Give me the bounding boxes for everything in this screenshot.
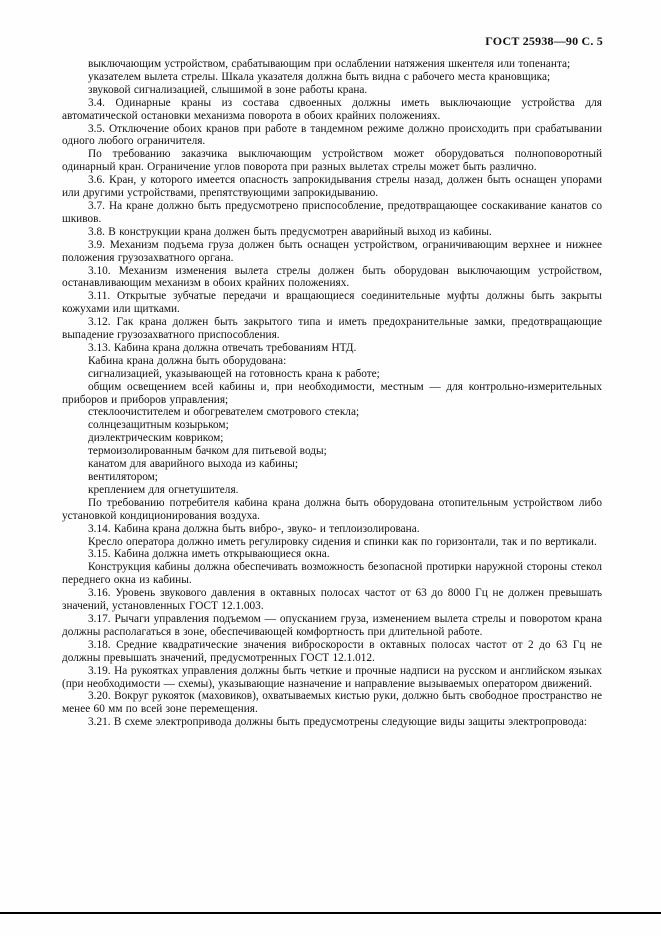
- paragraph: 3.15. Кабина должна иметь открывающиеся окна.: [88, 548, 330, 561]
- paragraph: стеклоочистителем и обогревателем смотрового стекла;: [88, 406, 360, 419]
- document-body: [62, 58, 602, 729]
- paragraph: сигнализацией, указывающей на готовность крана к работе;: [88, 367, 380, 380]
- paragraph: вентилятором;: [88, 471, 158, 483]
- paragraph: 3.12. Гак крана должен быть закрытого типа и иметь предохранительные замки, предотвращающие выпадение грузозахватного приспособления.: [62, 316, 602, 342]
- paragraph: указателем вылета стрелы. Шкала указателя должна быть видна с рабочего места крановщика;: [88, 70, 551, 83]
- paragraph: Кабина крана должна быть оборудована:: [88, 354, 287, 367]
- paragraph: 3.17. Рычаги управления подъемом — опусканием груза, изменением вылета стрелы и поворотом крана должны располагаться в зоне, обеспечивающей комфортность при длительной работе.: [62, 612, 602, 638]
- paragraph: 3.20. Вокруг рукояток (маховиков), охватываемых кистью руки, должно быть свободное пространство не менее 60 мм по всей зоне перемещения.: [62, 690, 602, 716]
- paragraph: 3.9. Механизм подъема груза должен быть оснащен устройством, ограничивающим верхнее и нижнее положения грузозахватного органа.: [62, 238, 602, 264]
- paragraph: 3.8. В конструкции крана должен быть предусмотрен аварийный выход из кабины.: [88, 225, 492, 238]
- page-header: [485, 34, 603, 49]
- paragraph: термоизолированным бачком для питьевой воды;: [88, 445, 327, 458]
- paragraph: канатом для аварийного выхода из кабины;: [88, 458, 298, 471]
- paragraph: звуковой сигнализацией, слышимой в зоне работы крана.: [88, 83, 368, 96]
- paragraph: 3.13. Кабина крана должна отвечать требованиям НТД.: [88, 341, 357, 354]
- doc-number-label: ГОСТ 25938—90 С. 5: [485, 34, 603, 48]
- paragraph: 3.7. На кране должно быть предусмотрено приспособление, предотвращающее соскакивание канатов со шкивов.: [62, 199, 602, 225]
- paragraph: Конструкция кабины должна обеспечивать возможность безопасной протирки наружной стороны стекол переднего окна из кабины.: [62, 561, 602, 587]
- paragraph: 3.11. Открытые зубчатые передачи и вращающиеся соединительные муфты должны быть закрыты кожухами или щитками.: [62, 290, 602, 316]
- paragraph: креплением для огнетушителя.: [88, 483, 239, 496]
- paragraph: 3.16. Уровень звукового давления в октавных полосах частот от 63 до 8000 Гц не должен превышать значений, установленных ГОСТ 12.1.003.: [62, 587, 602, 613]
- paragraph: солнцезащитным козырьком;: [88, 419, 229, 432]
- paragraph: 3.19. На рукоятках управления должны быть четкие и прочные надписи на русском и английском языках (при необходимости — схемы), указывающие назначение и направление вызываемых оператором движений.: [62, 664, 602, 690]
- paragraph: 3.5. Отключение обоих кранов при работе в тандемном режиме должно происходить при срабатывании одного любого ограничителя.: [62, 122, 602, 148]
- paragraph: общим освещением всей кабины и, при необходимости, местным — для контрольно-измерительных приборов и приборов управления;: [62, 380, 602, 406]
- paragraph: 3.18. Средние квадратические значения виброскорости в октавных полосах частот от 2 до 63 Гц не должны превышать значений, предусмотренных ГОСТ 12.1.012.: [62, 638, 602, 664]
- paragraph: 3.10. Механизм изменения вылета стрелы должен быть оборудован выключающим устройством, останавливающим механизм в обоих крайних положениях.: [62, 264, 602, 290]
- bottom-rule: [0, 912, 661, 914]
- paragraph: выключающим устройством, срабатывающим при ослаблении натяжения шкентеля или топенанта;: [88, 58, 571, 70]
- paragraph: Кресло оператора должно иметь регулировку сидения и спинки как по горизонтали, так и по вертикали.: [88, 535, 597, 548]
- paragraph: 3.4. Одинарные краны из состава сдвоенных должны иметь выключающие устройства для автоматической остановки механизма поворота в обоих крайних положениях.: [62, 96, 602, 122]
- paragraph: По требованию заказчика выключающим устройством может оборудоваться полноповоротный одинарный кран. Ограничение углов поворота при разных вылетах стрелы может быть различно.: [62, 148, 602, 174]
- paragraph: 3.21. В схеме электропривода должны быть предусмотрены следующие виды защиты электропровода:: [88, 716, 588, 729]
- paragraph: По требованию потребителя кабина крана должна быть оборудована отопительным устройством либо установкой кондиционирования воздуха.: [62, 496, 602, 522]
- paragraph: 3.14. Кабина крана должна быть вибро-, звуко- и теплоизолирована.: [88, 522, 420, 535]
- paragraph: диэлектрическим ковриком;: [88, 432, 224, 445]
- paragraph: 3.6. Кран, у которого имеется опасность запрокидывания стрелы назад, должен быть оснащен упорами или другими устройствами, препятствующими запрокидыванию.: [62, 174, 602, 200]
